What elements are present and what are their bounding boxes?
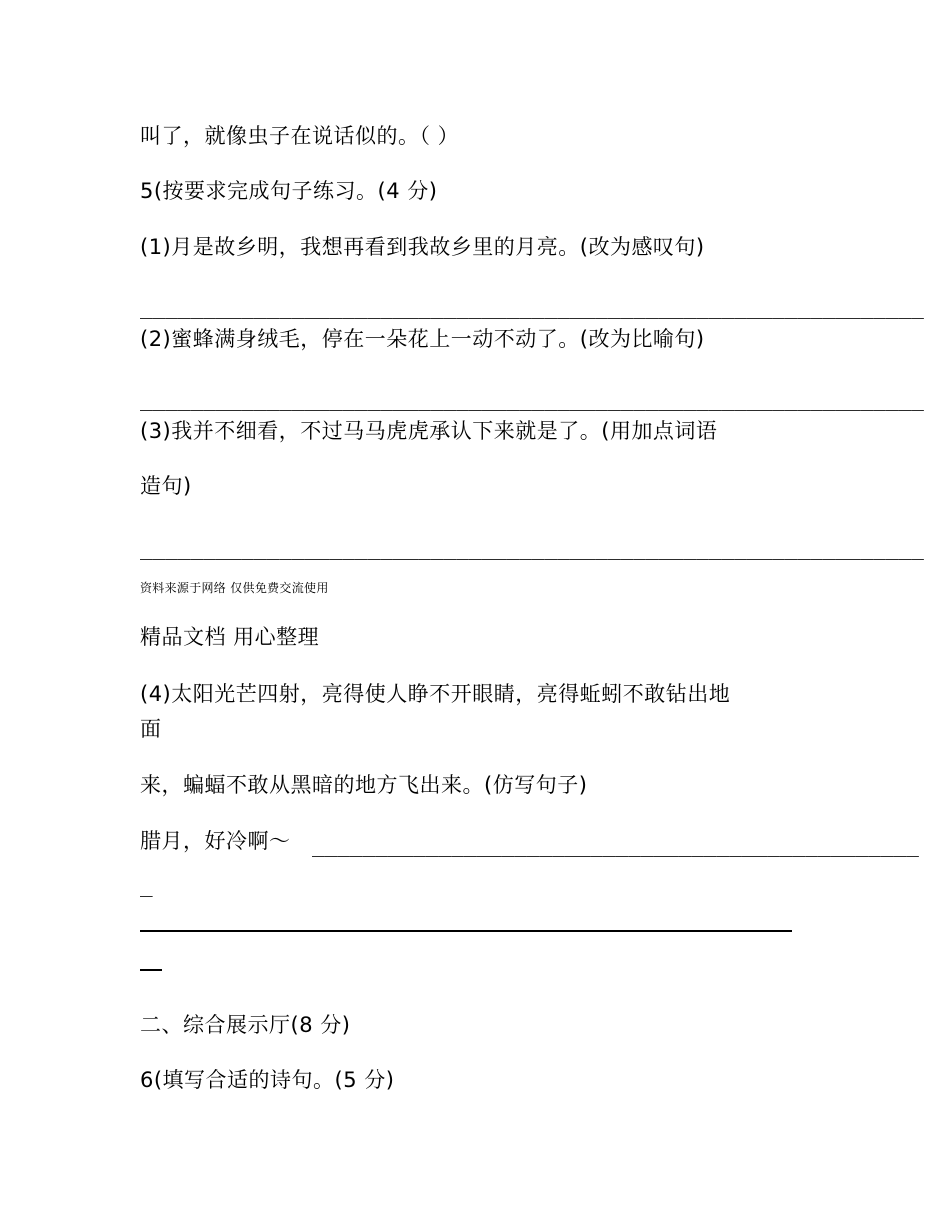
answer-blank-3: ______________________________________________________________ <box>140 536 924 560</box>
question-5-3: (3)我并不细看，不过马马虎虎承认下来就是了。(用加点词语 <box>140 419 718 443</box>
section-2-heading: 二、综合展示厅(8 分) <box>140 1013 351 1037</box>
answer-line-5 <box>140 930 792 932</box>
question-5-2: (2)蜜蜂满身绒毛，停在一朵花上一动不动了。(改为比喻句) <box>140 327 705 351</box>
text-line-1: 叫了，就像虫子在说话似的。（ ） <box>140 124 460 148</box>
question-5-4: (4)太阳光芒四射，亮得使人睁不开眼睛，亮得蚯蚓不敢钻出地 <box>140 682 731 706</box>
question-5-1: (1)月是故乡明，我想再看到我故乡里的月亮。(改为感叹句) <box>140 235 705 259</box>
question-6-heading: 6(填写合适的诗句。(5 分) <box>140 1068 395 1092</box>
question-5-3-continued: 造句) <box>140 474 192 498</box>
question-5-4-wrap: 面 <box>140 717 162 741</box>
answer-blank-1: ______________________________________________________________ <box>140 295 924 319</box>
answer-blank-4: ________________________________________________ <box>312 833 919 857</box>
imitation-prompt: 腊月，好冷啊～ <box>140 829 291 853</box>
question-5-heading: 5(按要求完成句子练习。(4 分) <box>140 179 438 203</box>
answer-line-5-tail <box>140 969 162 971</box>
answer-blank-4-tail: _ <box>140 873 153 897</box>
answer-blank-2: ______________________________________________________________ <box>140 387 924 411</box>
question-5-4-continued: 来，蝙蝠不敢从黑暗的地方飞出来。(仿写句子) <box>140 773 588 797</box>
source-note: 资料来源于网络 仅供免费交流使用 <box>140 581 329 595</box>
page-header-note: 精品文档 用心整理 <box>140 625 320 649</box>
